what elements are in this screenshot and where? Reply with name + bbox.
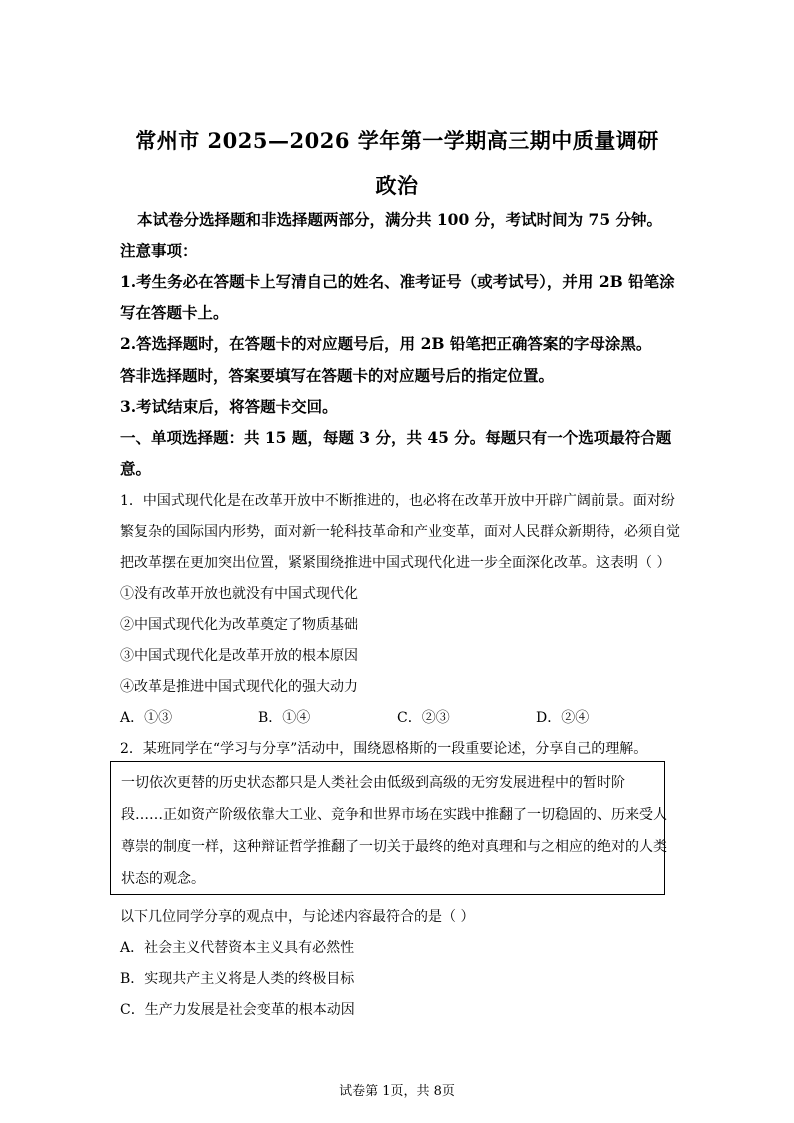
section-heading-line-1: 一、单项选择题：共 15 题，每题 3 分，共 45 分。每题只有一个选项最符合题: [120, 428, 672, 447]
q1-option-d[interactable]: D．②④: [536, 710, 590, 726]
q1-stem-line-2: 繁复杂的国际国内形势，面对新一轮科技革命和产业变革，面对人民群众新期待，必须自觉: [120, 524, 680, 540]
q2-quote-line: 一切依次更替的历史状态都只是人类社会由低级到高级的无穷发展进程中的暂时阶: [121, 775, 625, 791]
q1-option-b[interactable]: B．①④: [258, 710, 311, 726]
section-heading-line-2: 意。: [120, 459, 152, 478]
q2-quote-line: 尊崇的制度一样，这种辩证哲学推翻了一切关于最终的绝对真理和与之相应的绝对的人类: [121, 839, 667, 855]
notice-item-1-line-1: 1.考生务必在答题卡上写清自己的姓名、准考证号（或考试号），并用 2B 铅笔涂: [120, 272, 675, 291]
q2-quote-box: [110, 761, 665, 895]
q1-statement: ①没有改革开放也就没有中国式现代化: [120, 586, 358, 602]
subject-title: 政治: [375, 173, 419, 198]
q1-option-c[interactable]: C．②③: [397, 710, 450, 726]
page-footer: 试卷第 1页，共 8页: [339, 1084, 455, 1099]
q1-stem-line-1: 1．中国式现代化是在改革开放中不断推进的，也必将在改革开放中开辟广阔前景。面对纷: [120, 493, 675, 509]
q2-quote-line: 段……正如资产阶级依靠大工业、竞争和世界市场在实践中推翻了一切稳固的、历来受人: [121, 807, 667, 823]
q1-option-a[interactable]: A．①③: [120, 710, 173, 726]
q2-option-b[interactable]: B．实现共产主义将是人类的终极目标: [120, 971, 355, 987]
q2-option-a[interactable]: A．社会主义代替资本主义具有必然性: [120, 940, 355, 956]
q2-question: 以下几位同学分享的观点中，与论述内容最符合的是（ ）: [120, 909, 475, 925]
exam-title: 常州市 2025—2026 学年第一学期高三期中质量调研: [135, 128, 659, 153]
q2-quote-line: 状态的观念。: [121, 871, 205, 887]
notice-heading: 注意事项：: [120, 241, 198, 260]
q1-stem-line-3: 把改革摆在更加突出位置，紧紧围绕推进中国式现代化进一步全面深化改革。这表明（ ）: [120, 555, 671, 571]
q1-statement: ③中国式现代化是改革开放的根本原因: [120, 648, 358, 664]
notice-item-2-line-1: 2.答选择题时，在答题卡的对应题号后，用 2B 铅笔把正确答案的字母涂黑。: [120, 334, 652, 353]
notice-item-2-line-2: 答非选择题时，答案要填写在答题卡的对应题号后的指定位置。: [120, 366, 555, 385]
exam-intro: 本试卷分选择题和非选择题两部分，满分共 100 分，考试时间为 75 分钟。: [137, 210, 663, 229]
q1-statement: ④改革是推进中国式现代化的强大动力: [120, 679, 358, 695]
q2-option-c[interactable]: C．生产力发展是社会变革的根本动因: [120, 1002, 355, 1018]
notice-item-3: 3.考试结束后，将答题卡交回。: [120, 397, 338, 416]
q2-intro: 2．某班同学在“学习与分享”活动中，围绕恩格斯的一段重要论述，分享自己的理解。: [120, 741, 648, 757]
notice-item-1-line-2: 写在答题卡上。: [120, 303, 229, 322]
q1-statement: ②中国式现代化为改革奠定了物质基础: [120, 617, 358, 633]
